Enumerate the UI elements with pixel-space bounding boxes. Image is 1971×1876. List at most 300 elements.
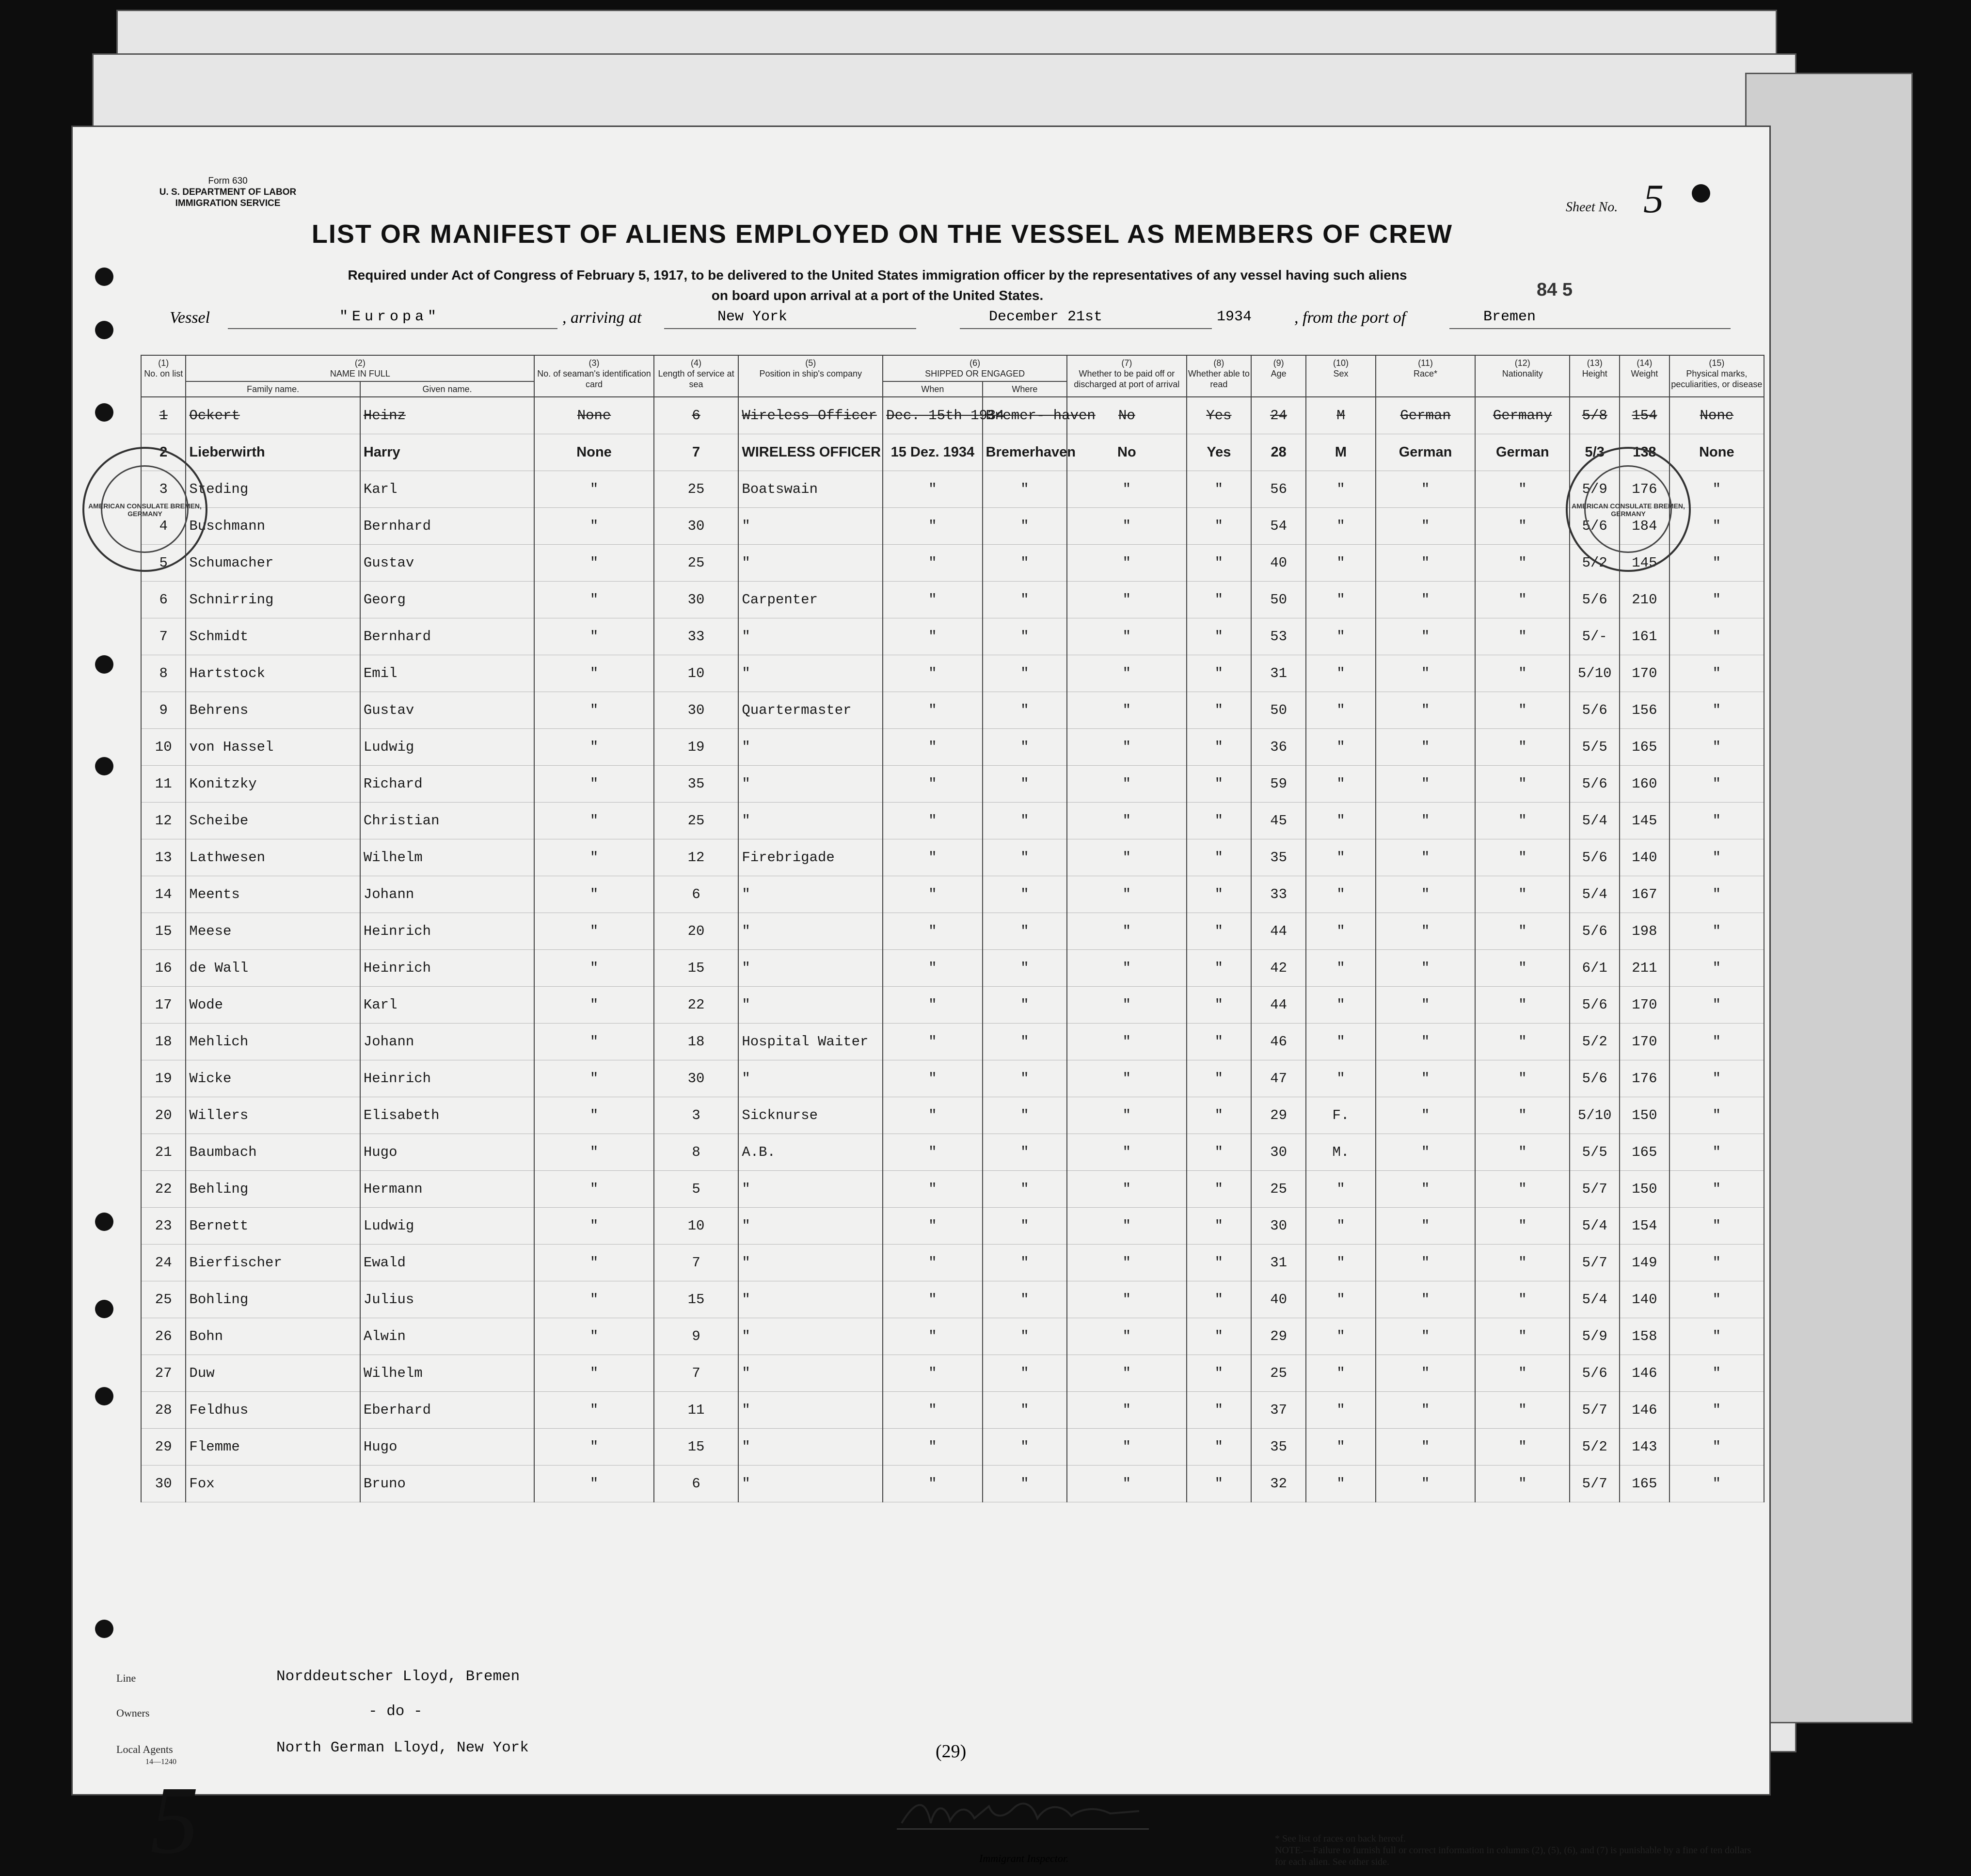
cell-height: 5/5 bbox=[1570, 729, 1620, 766]
cell-shipped-when: " bbox=[883, 1024, 982, 1060]
cell-paid-off: No bbox=[1067, 434, 1186, 471]
cell-card-number: " bbox=[534, 471, 653, 508]
cell-height: 5/4 bbox=[1570, 1281, 1620, 1318]
cell-given-name: Ludwig bbox=[360, 729, 534, 766]
cell-paid-off: " bbox=[1067, 692, 1186, 729]
col-shipped-header: (6) SHIPPED OR ENGAGED bbox=[883, 355, 1067, 381]
cell-position: " bbox=[738, 1060, 883, 1097]
cell-sex: " bbox=[1306, 1355, 1376, 1392]
cell-row-number: 18 bbox=[141, 1024, 186, 1060]
cell-card-number: " bbox=[534, 839, 653, 876]
cell-nationality: " bbox=[1475, 545, 1570, 582]
cell-race: " bbox=[1376, 729, 1475, 766]
cell-card-number: " bbox=[534, 950, 653, 987]
cell-paid-off: " bbox=[1067, 729, 1186, 766]
cell-age: 37 bbox=[1251, 1392, 1306, 1429]
cell-shipped-when: " bbox=[883, 1466, 982, 1502]
cell-able-to-read: " bbox=[1187, 1245, 1252, 1281]
cell-able-to-read: " bbox=[1187, 1466, 1252, 1502]
cell-paid-off: " bbox=[1067, 1429, 1186, 1466]
cell-nationality: " bbox=[1475, 1355, 1570, 1392]
cell-service-years: 15 bbox=[654, 1281, 739, 1318]
cell-service-years: 33 bbox=[654, 618, 739, 655]
table-row bbox=[141, 1429, 1764, 1466]
cell-able-to-read: " bbox=[1187, 803, 1252, 839]
cell-shipped-where: " bbox=[983, 950, 1067, 987]
col-sex-header: (10) Sex bbox=[1306, 355, 1376, 397]
cell-shipped-where: " bbox=[983, 692, 1067, 729]
cell-given-name: Heinz bbox=[360, 397, 534, 434]
punch-hole bbox=[95, 1387, 113, 1405]
cell-sex: F. bbox=[1306, 1097, 1376, 1134]
cell-sex: " bbox=[1306, 545, 1376, 582]
cell-height: 5/8 bbox=[1570, 397, 1620, 434]
cell-shipped-when: " bbox=[883, 1245, 982, 1281]
cell-shipped-where: " bbox=[983, 1466, 1067, 1502]
cell-given-name: Johann bbox=[360, 1024, 534, 1060]
cell-height: 5/10 bbox=[1570, 1097, 1620, 1134]
cell-height: 6/1 bbox=[1570, 950, 1620, 987]
cell-race: " bbox=[1376, 839, 1475, 876]
cell-physical-marks: " bbox=[1669, 913, 1764, 950]
cell-age: 29 bbox=[1251, 1318, 1306, 1355]
cell-able-to-read: " bbox=[1187, 839, 1252, 876]
cell-service-years: 12 bbox=[654, 839, 739, 876]
cell-row-number: 26 bbox=[141, 1318, 186, 1355]
cell-row-number: 9 bbox=[141, 692, 186, 729]
subtitle-line-2: on board upon arrival at a port of the United States. bbox=[711, 288, 1044, 303]
cell-service-years: 7 bbox=[654, 434, 739, 471]
cell-given-name: Georg bbox=[360, 582, 534, 618]
cell-weight: 165 bbox=[1620, 1134, 1669, 1171]
cell-family-name: Baumbach bbox=[186, 1134, 360, 1171]
cell-race: " bbox=[1376, 803, 1475, 839]
cell-card-number: " bbox=[534, 987, 653, 1024]
cell-shipped-where: " bbox=[983, 1097, 1067, 1134]
cell-height: 5/7 bbox=[1570, 1466, 1620, 1502]
cell-row-number: 25 bbox=[141, 1281, 186, 1318]
cell-age: 46 bbox=[1251, 1024, 1306, 1060]
cell-card-number: " bbox=[534, 766, 653, 803]
cell-age: 50 bbox=[1251, 692, 1306, 729]
cell-paid-off: " bbox=[1067, 1281, 1186, 1318]
cell-shipped-where: " bbox=[983, 1429, 1067, 1466]
cell-physical-marks: " bbox=[1669, 471, 1764, 508]
cell-race: " bbox=[1376, 1318, 1475, 1355]
cell-row-number: 23 bbox=[141, 1208, 186, 1245]
subtitle-line-1: Required under Act of Congress of February 5, 1917, to be delivered to the United States immigration officer by the representatives of any vessel having such aliens bbox=[348, 268, 1407, 283]
cell-age: 42 bbox=[1251, 950, 1306, 987]
cell-nationality: " bbox=[1475, 618, 1570, 655]
cell-age: 33 bbox=[1251, 876, 1306, 913]
cell-weight: 154 bbox=[1620, 1208, 1669, 1245]
cell-position: " bbox=[738, 766, 883, 803]
cell-nationality: " bbox=[1475, 692, 1570, 729]
cell-row-number: 20 bbox=[141, 1097, 186, 1134]
cell-race: " bbox=[1376, 655, 1475, 692]
cell-row-number: 12 bbox=[141, 803, 186, 839]
col-race-header: (11) Race* bbox=[1376, 355, 1475, 397]
cell-family-name: Ockert bbox=[186, 397, 360, 434]
cell-able-to-read: " bbox=[1187, 1171, 1252, 1208]
cell-able-to-read: " bbox=[1187, 1429, 1252, 1466]
cell-physical-marks: " bbox=[1669, 1318, 1764, 1355]
cell-race: German bbox=[1376, 434, 1475, 471]
from-label: , from the port of bbox=[1294, 309, 1406, 327]
col-service-header: (4) Length of service at sea bbox=[654, 355, 739, 397]
cell-given-name: Karl bbox=[360, 987, 534, 1024]
cell-nationality: " bbox=[1475, 582, 1570, 618]
arriving-port: New York bbox=[717, 309, 788, 325]
table-row bbox=[141, 471, 1764, 508]
inspector-label: Immigrant Inspector. bbox=[979, 1852, 1069, 1864]
table-row bbox=[141, 1097, 1764, 1134]
cell-card-number: " bbox=[534, 1208, 653, 1245]
cell-age: 36 bbox=[1251, 729, 1306, 766]
cell-sex: " bbox=[1306, 655, 1376, 692]
cell-race: " bbox=[1376, 766, 1475, 803]
cell-sex: " bbox=[1306, 876, 1376, 913]
cell-position: A.B. bbox=[738, 1134, 883, 1171]
cell-physical-marks: " bbox=[1669, 582, 1764, 618]
col-paid-header: (7) Whether to be paid off or discharged at port of arrival bbox=[1067, 355, 1186, 397]
cell-row-number: 14 bbox=[141, 876, 186, 913]
col-when-header: When bbox=[883, 381, 982, 397]
cell-paid-off: " bbox=[1067, 545, 1186, 582]
cell-shipped-when: " bbox=[883, 692, 982, 729]
cell-position: Wireless Officer bbox=[738, 397, 883, 434]
cell-card-number: " bbox=[534, 1355, 653, 1392]
cell-shipped-where: " bbox=[983, 1024, 1067, 1060]
punch-hole bbox=[95, 1620, 113, 1638]
table-row bbox=[141, 1208, 1764, 1245]
cell-weight: 140 bbox=[1620, 839, 1669, 876]
cell-nationality: " bbox=[1475, 1208, 1570, 1245]
cell-card-number: " bbox=[534, 876, 653, 913]
cell-shipped-where: " bbox=[983, 618, 1067, 655]
cell-nationality: " bbox=[1475, 1060, 1570, 1097]
cell-card-number: " bbox=[534, 1060, 653, 1097]
cell-position: " bbox=[738, 1245, 883, 1281]
cell-nationality: " bbox=[1475, 913, 1570, 950]
cell-shipped-where: " bbox=[983, 1060, 1067, 1097]
cell-card-number: " bbox=[534, 913, 653, 950]
cell-nationality: Germany bbox=[1475, 397, 1570, 434]
cell-row-number: 13 bbox=[141, 839, 186, 876]
cell-weight: 170 bbox=[1620, 655, 1669, 692]
cell-height: 5/4 bbox=[1570, 876, 1620, 913]
cell-age: 44 bbox=[1251, 913, 1306, 950]
cell-sex: " bbox=[1306, 913, 1376, 950]
cell-paid-off: " bbox=[1067, 655, 1186, 692]
col-position-header: (5) Position in ship's company bbox=[738, 355, 883, 397]
cell-able-to-read: " bbox=[1187, 1097, 1252, 1134]
cell-weight: 156 bbox=[1620, 692, 1669, 729]
cell-position: Firebrigade bbox=[738, 839, 883, 876]
cell-paid-off: " bbox=[1067, 582, 1186, 618]
cell-service-years: 6 bbox=[654, 1466, 739, 1502]
cell-given-name: Christian bbox=[360, 803, 534, 839]
margin-number: 5 bbox=[150, 1767, 199, 1874]
table-row bbox=[141, 582, 1764, 618]
cell-shipped-where: Bremer- haven bbox=[983, 397, 1067, 434]
cell-given-name: Elisabeth bbox=[360, 1097, 534, 1134]
cell-row-number: 7 bbox=[141, 618, 186, 655]
cell-given-name: Ewald bbox=[360, 1245, 534, 1281]
cell-weight: 140 bbox=[1620, 1281, 1669, 1318]
cell-physical-marks: " bbox=[1669, 729, 1764, 766]
cell-physical-marks: None bbox=[1669, 434, 1764, 471]
footer bbox=[116, 1649, 1716, 1784]
table-row bbox=[141, 876, 1764, 913]
cell-nationality: " bbox=[1475, 655, 1570, 692]
cell-family-name: Lieberwirth bbox=[186, 434, 360, 471]
cell-family-name: Mehlich bbox=[186, 1024, 360, 1060]
cell-card-number: " bbox=[534, 1245, 653, 1281]
cell-position: " bbox=[738, 729, 883, 766]
cell-position: " bbox=[738, 545, 883, 582]
punch-hole bbox=[95, 1300, 113, 1318]
cell-sex: " bbox=[1306, 1171, 1376, 1208]
cell-weight: 165 bbox=[1620, 1466, 1669, 1502]
cell-nationality: " bbox=[1475, 987, 1570, 1024]
cell-row-number: 30 bbox=[141, 1466, 186, 1502]
department-name: U. S. DEPARTMENT OF LABOR bbox=[159, 187, 297, 197]
cell-shipped-when: " bbox=[883, 1134, 982, 1171]
cell-age: 50 bbox=[1251, 582, 1306, 618]
cell-weight: 138 bbox=[1620, 434, 1669, 471]
cell-sex: " bbox=[1306, 1318, 1376, 1355]
cell-shipped-where: " bbox=[983, 876, 1067, 913]
cell-service-years: 6 bbox=[654, 876, 739, 913]
cell-race: " bbox=[1376, 1281, 1475, 1318]
table-row bbox=[141, 434, 1764, 471]
cell-able-to-read: " bbox=[1187, 692, 1252, 729]
cell-sex: " bbox=[1306, 1429, 1376, 1466]
table-row bbox=[141, 913, 1764, 950]
table-row bbox=[141, 803, 1764, 839]
cell-sex: " bbox=[1306, 839, 1376, 876]
cell-age: 30 bbox=[1251, 1134, 1306, 1171]
cell-able-to-read: " bbox=[1187, 766, 1252, 803]
cell-paid-off: " bbox=[1067, 839, 1186, 876]
cell-row-number: 28 bbox=[141, 1392, 186, 1429]
cell-age: 40 bbox=[1251, 1281, 1306, 1318]
cell-shipped-when: " bbox=[883, 987, 982, 1024]
cell-sex: " bbox=[1306, 508, 1376, 545]
owners-value: - do - bbox=[368, 1703, 423, 1720]
cell-paid-off: " bbox=[1067, 471, 1186, 508]
service-name: IMMIGRATION SERVICE bbox=[175, 198, 281, 208]
cell-card-number: " bbox=[534, 1466, 653, 1502]
cell-shipped-when: Dec. 15th 1934 bbox=[883, 397, 982, 434]
cell-sex: " bbox=[1306, 1392, 1376, 1429]
cell-weight: 210 bbox=[1620, 582, 1669, 618]
cell-race: " bbox=[1376, 471, 1475, 508]
cell-given-name: Karl bbox=[360, 471, 534, 508]
cell-weight: 146 bbox=[1620, 1355, 1669, 1392]
col-where-header: Where bbox=[983, 381, 1067, 397]
cell-able-to-read: " bbox=[1187, 1134, 1252, 1171]
table-row bbox=[141, 1245, 1764, 1281]
cell-height: 5/10 bbox=[1570, 655, 1620, 692]
cell-position: " bbox=[738, 803, 883, 839]
table-row bbox=[141, 766, 1764, 803]
cell-able-to-read: " bbox=[1187, 471, 1252, 508]
cell-service-years: 7 bbox=[654, 1355, 739, 1392]
cell-card-number: " bbox=[534, 1134, 653, 1171]
cell-age: 24 bbox=[1251, 397, 1306, 434]
cell-shipped-where: " bbox=[983, 1171, 1067, 1208]
cell-physical-marks: " bbox=[1669, 987, 1764, 1024]
cell-physical-marks: " bbox=[1669, 1355, 1764, 1392]
cell-row-number: 22 bbox=[141, 1171, 186, 1208]
cell-row-number: 6 bbox=[141, 582, 186, 618]
cell-physical-marks: " bbox=[1669, 692, 1764, 729]
vessel-name: "Europa" bbox=[339, 309, 441, 325]
col-marks-header: (15) Physical marks, peculiarities, or disease bbox=[1669, 355, 1764, 397]
cell-shipped-where: " bbox=[983, 508, 1067, 545]
cell-height: 5/5 bbox=[1570, 1134, 1620, 1171]
cell-position: " bbox=[738, 913, 883, 950]
cell-physical-marks: " bbox=[1669, 618, 1764, 655]
cell-weight: 145 bbox=[1620, 803, 1669, 839]
cell-paid-off: " bbox=[1067, 876, 1186, 913]
cell-race: " bbox=[1376, 913, 1475, 950]
cell-position: " bbox=[738, 1281, 883, 1318]
cell-family-name: Willers bbox=[186, 1097, 360, 1134]
cell-paid-off: " bbox=[1067, 1318, 1186, 1355]
cell-shipped-where: " bbox=[983, 766, 1067, 803]
cell-height: 5/2 bbox=[1570, 1429, 1620, 1466]
arriving-label: , arriving at bbox=[562, 309, 642, 327]
cell-weight: 170 bbox=[1620, 987, 1669, 1024]
cell-shipped-when: " bbox=[883, 803, 982, 839]
vessel-line bbox=[170, 309, 1731, 338]
cell-height: 5/6 bbox=[1570, 508, 1620, 545]
cell-sex: " bbox=[1306, 766, 1376, 803]
cell-shipped-where: " bbox=[983, 729, 1067, 766]
cell-age: 31 bbox=[1251, 1245, 1306, 1281]
cell-able-to-read: " bbox=[1187, 582, 1252, 618]
cell-family-name: Duw bbox=[186, 1355, 360, 1392]
cell-shipped-when: " bbox=[883, 1097, 982, 1134]
cell-family-name: Hartstock bbox=[186, 655, 360, 692]
cell-physical-marks: " bbox=[1669, 1281, 1764, 1318]
cell-family-name: Schumacher bbox=[186, 545, 360, 582]
cell-able-to-read: " bbox=[1187, 1060, 1252, 1097]
reference-number: 84 5 bbox=[1537, 280, 1573, 300]
table-row bbox=[141, 655, 1764, 692]
cell-family-name: Bohn bbox=[186, 1318, 360, 1355]
cell-row-number: 1 bbox=[141, 397, 186, 434]
cell-paid-off: " bbox=[1067, 1134, 1186, 1171]
cell-service-years: 25 bbox=[654, 545, 739, 582]
page-subtitle bbox=[315, 265, 1440, 306]
cell-height: 5/3 bbox=[1570, 434, 1620, 471]
arrival-year: 1934 bbox=[1217, 309, 1252, 325]
cell-physical-marks: " bbox=[1669, 545, 1764, 582]
cell-position: WIRELESS OFFICER bbox=[738, 434, 883, 471]
cell-sex: " bbox=[1306, 1281, 1376, 1318]
cell-age: 32 bbox=[1251, 1466, 1306, 1502]
crew-table-wrap bbox=[141, 355, 1764, 1502]
cell-card-number: " bbox=[534, 582, 653, 618]
table-row bbox=[141, 508, 1764, 545]
line-label: Line bbox=[116, 1672, 136, 1684]
vessel-label: Vessel bbox=[170, 309, 210, 327]
cell-shipped-where: " bbox=[983, 1208, 1067, 1245]
cell-able-to-read: " bbox=[1187, 1281, 1252, 1318]
cell-paid-off: " bbox=[1067, 1466, 1186, 1502]
cell-position: Carpenter bbox=[738, 582, 883, 618]
cell-paid-off: " bbox=[1067, 1392, 1186, 1429]
cell-card-number: " bbox=[534, 1097, 653, 1134]
cell-card-number: None bbox=[534, 434, 653, 471]
cell-age: 40 bbox=[1251, 545, 1306, 582]
cell-service-years: 11 bbox=[654, 1392, 739, 1429]
cell-nationality: " bbox=[1475, 1466, 1570, 1502]
cell-shipped-where: " bbox=[983, 913, 1067, 950]
cell-family-name: Flemme bbox=[186, 1429, 360, 1466]
cell-physical-marks: " bbox=[1669, 1245, 1764, 1281]
cell-shipped-when: " bbox=[883, 913, 982, 950]
punch-hole bbox=[95, 321, 113, 339]
cell-weight: 161 bbox=[1620, 618, 1669, 655]
inspector-signature bbox=[897, 1789, 1149, 1838]
cell-shipped-when: " bbox=[883, 508, 982, 545]
form-code: 14—1240 bbox=[145, 1758, 176, 1766]
cell-position: " bbox=[738, 1171, 883, 1208]
cell-weight: 184 bbox=[1620, 508, 1669, 545]
agents-label: Local Agents bbox=[116, 1743, 173, 1755]
cell-shipped-when: " bbox=[883, 876, 982, 913]
cell-paid-off: " bbox=[1067, 508, 1186, 545]
cell-shipped-where: " bbox=[983, 1134, 1067, 1171]
cell-row-number: 5 bbox=[141, 545, 186, 582]
cell-family-name: Schnirring bbox=[186, 582, 360, 618]
cell-service-years: 35 bbox=[654, 766, 739, 803]
cell-service-years: 18 bbox=[654, 1024, 739, 1060]
cell-shipped-where: " bbox=[983, 1281, 1067, 1318]
cell-family-name: Schmidt bbox=[186, 618, 360, 655]
cell-card-number: " bbox=[534, 618, 653, 655]
cell-service-years: 9 bbox=[654, 1318, 739, 1355]
cell-physical-marks: " bbox=[1669, 876, 1764, 913]
cell-physical-marks: " bbox=[1669, 1171, 1764, 1208]
cell-sex: " bbox=[1306, 1208, 1376, 1245]
cell-sex: " bbox=[1306, 618, 1376, 655]
cell-height: 5/6 bbox=[1570, 692, 1620, 729]
cell-row-number: 8 bbox=[141, 655, 186, 692]
cell-card-number: None bbox=[534, 397, 653, 434]
arrival-date: December 21st bbox=[989, 309, 1103, 325]
table-row bbox=[141, 1171, 1764, 1208]
cell-height: 5/2 bbox=[1570, 545, 1620, 582]
cell-able-to-read: " bbox=[1187, 729, 1252, 766]
cell-shipped-where: " bbox=[983, 987, 1067, 1024]
cell-race: " bbox=[1376, 987, 1475, 1024]
cell-given-name: Richard bbox=[360, 766, 534, 803]
cell-row-number: 2 bbox=[141, 434, 186, 471]
cell-row-number: 11 bbox=[141, 766, 186, 803]
cell-card-number: " bbox=[534, 1318, 653, 1355]
cell-nationality: " bbox=[1475, 1097, 1570, 1134]
table-row bbox=[141, 545, 1764, 582]
cell-position: " bbox=[738, 655, 883, 692]
cell-card-number: " bbox=[534, 692, 653, 729]
cell-physical-marks: " bbox=[1669, 950, 1764, 987]
